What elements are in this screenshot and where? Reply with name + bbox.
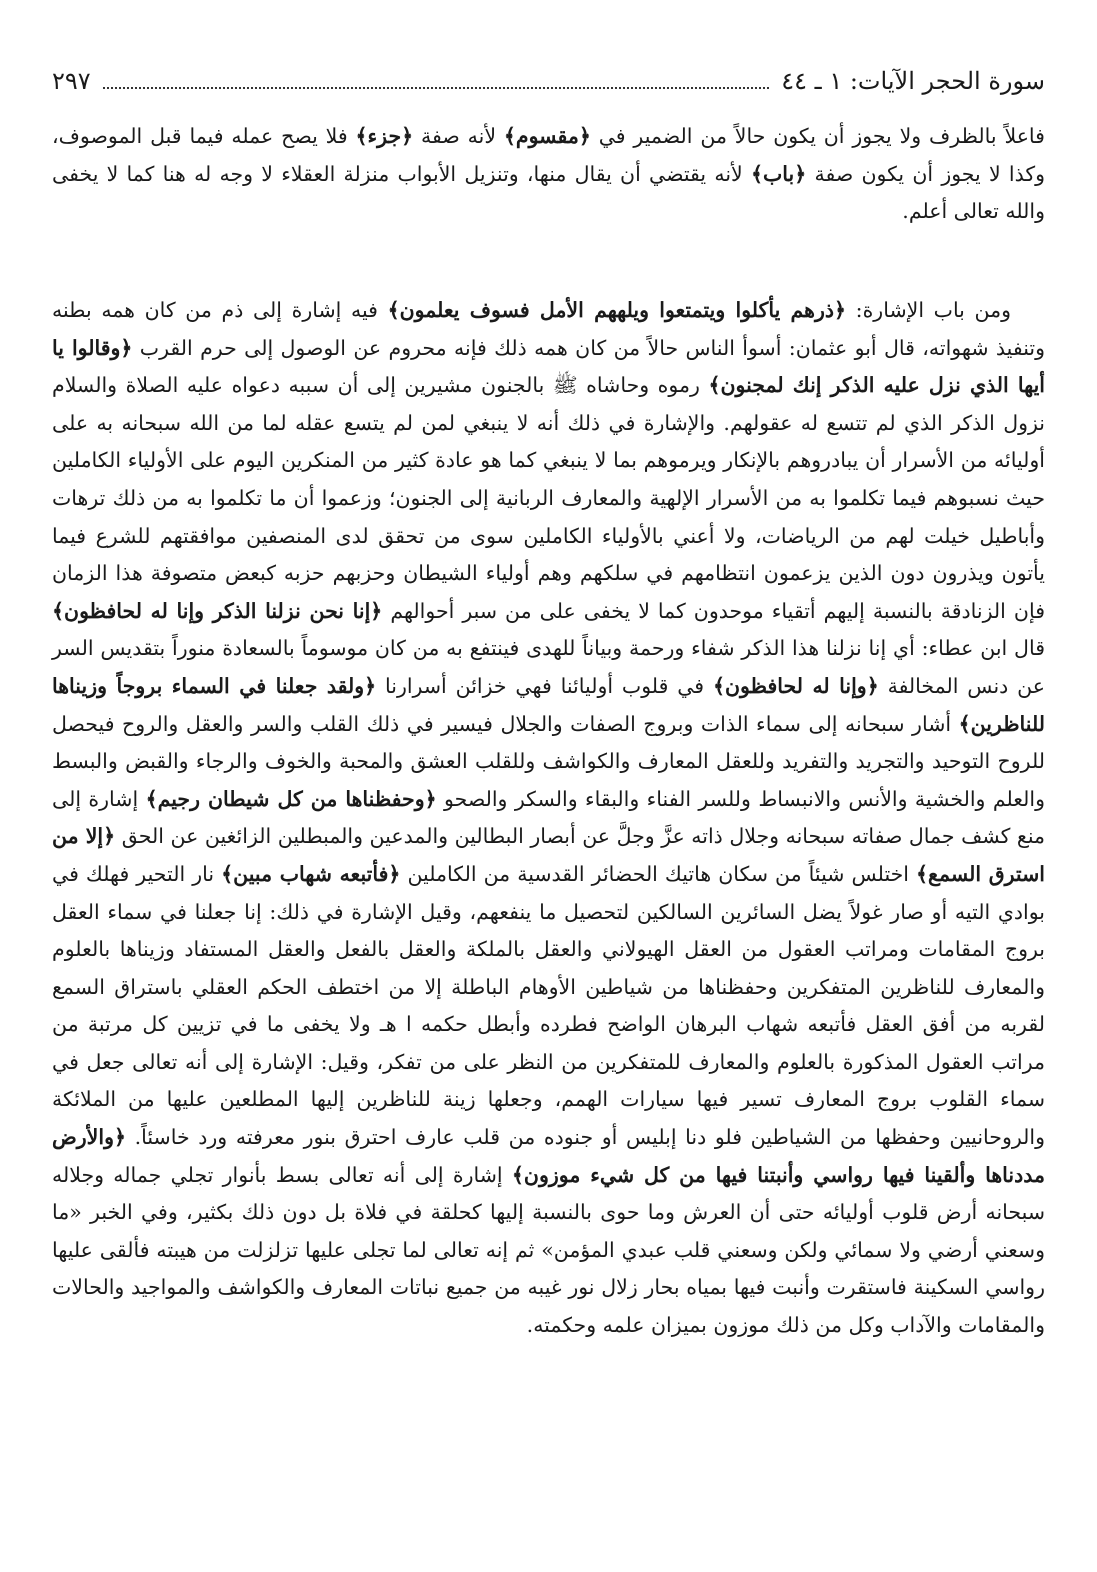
- quran-quote: ﴿والأرض مددناها وألقينا فيها رواسي وأنبتنا فيها من كل شيء موزون﴾: [52, 1125, 1045, 1187]
- paragraph-grammar-note: [52, 118, 1045, 231]
- text-run: أشار سبحانه إلى سماء الذات وبروج الصفات والجلال فيسير في ذلك القلب والسر والعقل والروح فيحصل للروح التوحيد والتجريد والتفريد وللعقل المعارف والكواشف وللقلب العشق والمحبة والخوف والرجاء والقبض والبسط والعلم والخشية والأنس والانبساط وللسر الفناء والبقاء والسكر والصحو: [52, 711, 1045, 811]
- text-run: ومن باب الإشارة:: [846, 298, 1012, 322]
- chapter-title: سورة الحجر الآيات: ١ ـ ٤٤: [781, 67, 1045, 95]
- page-number: ٢٩٧: [52, 67, 91, 95]
- paragraph: [52, 118, 1045, 231]
- text-run: نار التحير فهلك في بوادي التيه أو صار غولاً يضل السائرين السالكين لتحصيل ما ينفعهم، وقيل الإشارة في ذلك: إنا جعلنا في سماء العقل بروج المقامات ومراتب العقول من العقل الهيولاني والعقل بالملكة والعقل بالفعل والعقل المستفاد وزيناها بالعلوم والمعارف للناظرين المتفكرين وحفظناها من شياطين الأوهام الباطلة إلا من اختطف الحكم العقلي باستراق السمع لقربه من أفق العقل فأتبعه شهاب البرهان الواضح فطرده وأبطل حكمه ا هـ ولا يخفى ما في تزيين كل مرتبة من مراتب العقول المذكورة بالعلوم والمعارف للمتفكرين من النظر على من تفكر، وقيل: الإشارة إلى أنه تعالى جعل في سماء القلوب بروج المعارف تسير فيها سيارات الهمم، وجعلها زينة للناظرين إليها المطلعين عليها من الملائكة والروحانيين وحفظها من الشياطين فلو دنا إبليس أو جنوده من قلب عارف احترق بنور معرفته ورد خاسئاً.: [52, 861, 1045, 1150]
- text-run: في قلوب أوليائنا فهي خزائن أسرارنا: [376, 673, 713, 698]
- text-run: إشارة إلى منع كشف جمال صفاته سبحانه وجلال ذاته عزَّ وجلَّ عن أبصار البطالين والمدعين والمبطلين الزائغين عن الحق: [52, 786, 1045, 849]
- text-run: قال ابن عطاء: أي إنا نزلنا هذا الذكر شفاء ورحمة وبياناً للهدى فينتفع به من كان موسوماً بالسعادة منوراً بتقديس السر عن دنس المخالفة: [52, 636, 1045, 698]
- quran-quote: ﴿باب﴾: [750, 161, 807, 186]
- quran-quote: ﴿إلا من استرق السمع﴾: [52, 824, 1045, 886]
- text-run: لأنه صفة: [413, 124, 504, 148]
- quran-quote: ﴿فأتبعه شهاب مبين﴾: [221, 861, 401, 886]
- quran-quote: ﴿ذرهم يأكلوا ويتمتعوا ويلههم الأمل فسوف يعلمون﴾: [387, 298, 847, 322]
- quran-quote: ﴿ولقد جعلنا في السماء بروجاً وزيناها للناظرين﴾: [52, 673, 1045, 736]
- paragraph-ishara: [52, 292, 1045, 1345]
- quran-quote: ﴿وإنا له لحافظون﴾: [712, 673, 879, 698]
- text-run: فيه إشارة إلى ذم من كان همه بطنه وتنفيذ شهواته، قال أبو عثمان: أسوأ الناس حالاً من كان همه ذلك فإنه محروم عن الوصول إلى حرم القرب: [52, 298, 1046, 360]
- text-run: لأنه يقتضي أن يقال منها، وتنزيل الأبواب منزلة العقلاء لا وجه له هنا كما لا يخفى والله تعالى أعلم.: [52, 161, 1045, 224]
- quran-quote: ﴿إنا نحن نزلنا الذكر وإنا له لحافظون﴾: [52, 598, 383, 623]
- quran-quote: ﴿وحفظناها من كل شيطان رجيم﴾: [145, 786, 437, 811]
- quran-quote: ﴿وقالوا يا أيها الذي نزل عليه الذكر إنك لمجنون﴾: [52, 335, 1046, 398]
- text-run: فلا يصح عمله فيما قبل الموصوف، وكذا لا يجوز أن يكون صفة: [52, 124, 1045, 186]
- text-run: فاعلاً بالظرف ولا يجوز أن يكون حالاً من الضمير في: [590, 124, 1045, 148]
- running-head: [52, 58, 1045, 98]
- text-run: اختلس شيئاً من سكان هاتيك الحضائر القدسية من الكاملين: [400, 861, 917, 886]
- dotted-leader: [103, 87, 770, 89]
- text-run: إشارة إلى أنه تعالى بسط بأنوار تجلي جماله وجلاله سبحانه أرض قلوب أوليائه حتى أن العرش وما حوى بالنسبة إليها كحلقة في فلاة بل دون ذلك بكثير، وفي الخبر «ما وسعني أرضي ولا سمائي ولكن وسعني قلب عبدي المؤمن» ثم إنه تعالى لما تجلى عليها تزلزلت من هيبته فألقى عليها رواسي السكينة فاستقرت وأنبت فيها بمياه بحار زلال نور غيبه من جميع نباتات المعارف والكواشف والمواجيد والحالات والمقامات والآداب وكل من ذلك موزون بميزان علمه وحكمته.: [52, 1162, 1045, 1338]
- quran-quote: ﴿مقسوم﴾: [503, 124, 591, 148]
- text-run: رموه وحاشاه ﷺ بالجنون مشيرين إلى أن سببه دعواه عليه الصلاة والسلام نزول الذكر الذي لم تتسع له عقولهم. والإشارة في ذلك أنه لا ينبغي لمن لم يتسع عقله لما من الله سبحانه به على أوليائه من الأسرار أن يبادروهم بالإنكار ويرموهم بما لا ينبغي كما هو عادة كثير من المنكرين اليوم على الأولياء الكاملين حيث نسبوهم فيما تكلموا به من الأسرار الإلهية والمعارف الربانية إلى الجنون؛ وزعموا أن ما تكلموا به من ذلك ترهات وأباطيل خيلت لهم من الرياضات، ولا أعني بالأولياء الكاملين سوى من تحقق لدى المنصفين موافقتهم للشرع فيما يأتون ويذرون دون الذين يزعمون انتظامهم في سلكهم وهم أولياء الشيطان وحزبهم حزبه كبعض متصوفة هذا الزمان فإن الزنادقة بالنسبة إليهم أتقياء موحدون كما لا يخفى على من سبر أحوالهم: [52, 373, 1045, 623]
- quran-quote: ﴿جزء﴾: [355, 124, 414, 148]
- paragraph: [52, 292, 1045, 1345]
